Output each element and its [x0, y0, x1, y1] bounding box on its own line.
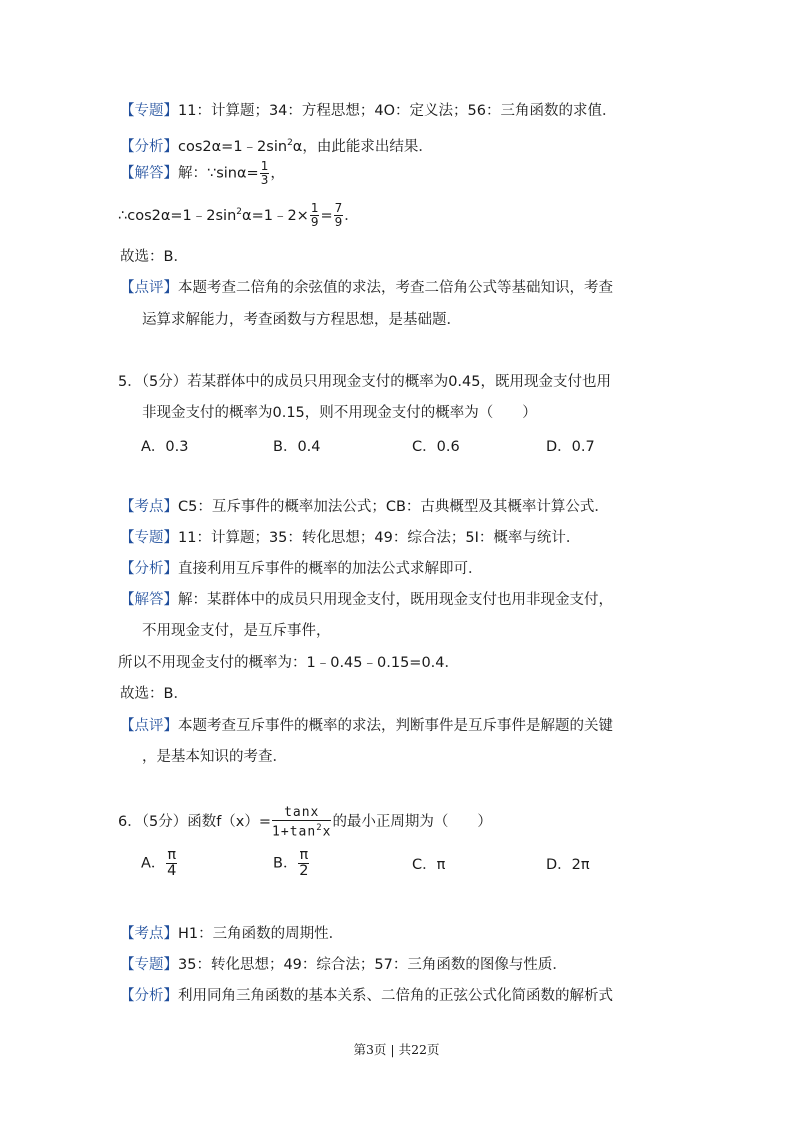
zhuanti-tag: 【专题】 [120, 103, 178, 119]
zhuanti-tag: 【专题】 [120, 530, 178, 546]
q5-dianping: 【点评】本题考查互斥事件的概率的求法，判断事件是互斥事件是解题的关键 [120, 718, 613, 734]
q5-option-c: C．0.6 [412, 439, 460, 455]
fraction-pi-over-4: $\frac{\pi}{4}$ [167, 847, 177, 879]
q4-dianping-cont: 运算求解能力，考查函数与方程思想，是基础题． [142, 312, 461, 328]
q5-option-b: B．0.4 [273, 439, 321, 455]
dianping-tag: 【点评】 [120, 280, 178, 296]
jieda-tag: 【解答】 [120, 165, 178, 182]
q4-fenxi: 【分析】$\cos 2\alpha=1﹣2\sin^2\alpha$，由此能求出结果． [120, 138, 433, 155]
q5-jieda-cont: 不用现金支付，是互斥事件， [142, 623, 331, 639]
fenxi-tag: 【分析】 [120, 988, 178, 1004]
fenxi-tag: 【分析】 [120, 138, 178, 155]
q6-kaodian: 【考点】H1：三角函数的周期性． [120, 926, 344, 942]
q5-stem: 5．（5分）若某群体中的成员只用现金支付的概率为0.45，既用现金支付也用 [118, 374, 611, 390]
q5-option-d: D．0.7 [546, 439, 595, 455]
q6-option-d: D．2π [546, 857, 590, 873]
dianping-tag: 【点评】 [120, 718, 178, 734]
function-fraction: $\frac{\tan x}{1+\tan^2x}$ [272, 805, 332, 840]
kaodian-tag: 【考点】 [120, 926, 178, 942]
q4-zhuanti: 【专题】11：计算题；34：方程思想；4O：定义法；56：三角函数的求值． [120, 103, 617, 119]
q5-jieda-result: 所以不用现金支付的概率为：1﹣0.45﹣0.15=0.4． [118, 655, 460, 671]
fraction-one-third: $\frac{1}{3}$ [260, 159, 269, 187]
fraction-pi-over-2: $\frac{\pi}{2}$ [299, 847, 309, 879]
q4-calc: $\therefore\cos 2\alpha=1﹣2\sin^2\alpha=1﹣2\times$ $\frac{1}{9}$ = $\frac{7}{9}$ ． [118, 201, 359, 230]
q5-jieda: 【解答】解：某群体中的成员只用现金支付，既用现金支付也用非现金支付， [120, 592, 613, 608]
q5-answer: 故选：B． [120, 686, 188, 702]
q6-fenxi: 【分析】利用同角三角函数的基本关系、二倍角的正弦公式化简函数的解析式 [120, 988, 613, 1004]
q6-stem: 6．（5分）函数f（x）= $\frac{\tan x}{1+\tan^2x}$ 的最小正周期为（ ） [118, 805, 492, 840]
q6-option-a: A． $\frac{\pi}{4}$ [141, 847, 177, 879]
q5-dianping-cont: ，是基本知识的考查． [142, 749, 287, 765]
fraction-one-ninth: $\frac{1}{9}$ [310, 201, 319, 230]
q4-jieda: 【解答】解：∵sinα= $\frac{1}{3}$ ， [120, 159, 285, 187]
page-footer: 第3页 | 共22页 [353, 1042, 440, 1057]
q4-dianping: 【点评】本题考查二倍角的余弦值的求法，考查二倍角公式等基础知识，考查 [120, 280, 613, 296]
q5-stem-cont: 非现金支付的概率为0.15，则不用现金支付的概率为（ ） [142, 405, 537, 421]
fraction-seven-ninths: $\frac{7}{9}$ [334, 201, 343, 230]
q4-answer: 故选：B． [120, 249, 188, 265]
fenxi-tag: 【分析】 [120, 561, 178, 577]
q6-zhuanti: 【专题】35：转化思想；49：综合法；57：三角函数的图像与性质． [120, 957, 567, 973]
q5-fenxi: 【分析】直接利用互斥事件的概率的加法公式求解即可． [120, 561, 483, 577]
q5-option-a: A．0.3 [141, 439, 189, 455]
q5-kaodian: 【考点】C5：互斥事件的概率加法公式；CB：古典概型及其概率计算公式． [120, 499, 609, 515]
q6-option-c: C．π [412, 857, 446, 873]
q5-zhuanti: 【专题】11：计算题；35：转化思想；49：综合法；5I：概率与统计． [120, 530, 581, 546]
q6-option-b: B． $\frac{\pi}{2}$ [273, 847, 309, 879]
zhuanti-tag: 【专题】 [120, 957, 178, 973]
kaodian-tag: 【考点】 [120, 499, 178, 515]
jieda-tag: 【解答】 [120, 592, 178, 608]
